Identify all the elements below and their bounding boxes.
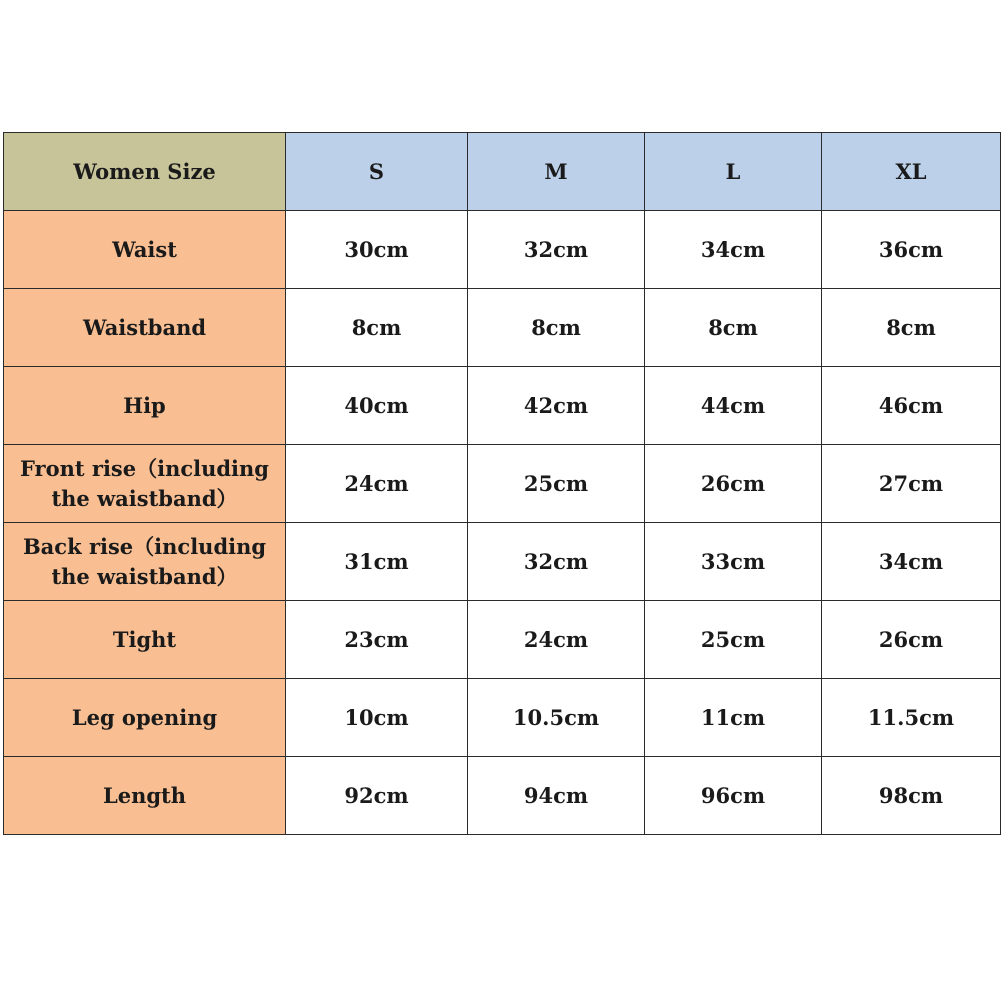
table-cell: 8cm xyxy=(468,289,645,367)
table-row xyxy=(4,289,1001,367)
table-cell: 33cm xyxy=(645,523,822,601)
table-cell: 11.5cm xyxy=(822,679,1001,757)
table-cell: 24cm xyxy=(286,445,468,523)
table-cell: 8cm xyxy=(645,289,822,367)
size-chart-table xyxy=(3,132,1001,835)
size-header-l: L xyxy=(645,133,822,211)
table-cell: 25cm xyxy=(645,601,822,679)
row-label-length: Length xyxy=(4,757,286,835)
table-cell: 46cm xyxy=(822,367,1001,445)
table-row xyxy=(4,445,1001,523)
women-size-header: Women Size xyxy=(4,133,286,211)
table-row xyxy=(4,757,1001,835)
row-label-tight: Tight xyxy=(4,601,286,679)
row-label-front-rise: Front rise（including the waistband） xyxy=(4,445,286,523)
table-cell: 36cm xyxy=(822,211,1001,289)
table-cell: 24cm xyxy=(468,601,645,679)
table-row xyxy=(4,211,1001,289)
table-cell: 32cm xyxy=(468,523,645,601)
row-label-waist: Waist xyxy=(4,211,286,289)
table-cell: 34cm xyxy=(822,523,1001,601)
table-cell: 10.5cm xyxy=(468,679,645,757)
size-header-xl: XL xyxy=(822,133,1001,211)
table-cell: 40cm xyxy=(286,367,468,445)
size-header-s: S xyxy=(286,133,468,211)
table-cell: 8cm xyxy=(822,289,1001,367)
table-cell: 31cm xyxy=(286,523,468,601)
size-header-m: M xyxy=(468,133,645,211)
table-cell: 25cm xyxy=(468,445,645,523)
row-label-back-rise: Back rise（including the waistband） xyxy=(4,523,286,601)
row-label-leg-opening: Leg opening xyxy=(4,679,286,757)
table-row xyxy=(4,679,1001,757)
table-cell: 26cm xyxy=(822,601,1001,679)
table-cell: 26cm xyxy=(645,445,822,523)
row-label-waistband: Waistband xyxy=(4,289,286,367)
table-row xyxy=(4,367,1001,445)
table-row xyxy=(4,601,1001,679)
table-cell: 10cm xyxy=(286,679,468,757)
table-row xyxy=(4,523,1001,601)
table-cell: 34cm xyxy=(645,211,822,289)
table-cell: 42cm xyxy=(468,367,645,445)
table-cell: 98cm xyxy=(822,757,1001,835)
table-cell: 8cm xyxy=(286,289,468,367)
row-label-hip: Hip xyxy=(4,367,286,445)
table-cell: 94cm xyxy=(468,757,645,835)
table-cell: 92cm xyxy=(286,757,468,835)
table-cell: 96cm xyxy=(645,757,822,835)
table-cell: 11cm xyxy=(645,679,822,757)
table-cell: 44cm xyxy=(645,367,822,445)
table-cell: 23cm xyxy=(286,601,468,679)
table-cell: 27cm xyxy=(822,445,1001,523)
table-cell: 30cm xyxy=(286,211,468,289)
table-cell: 32cm xyxy=(468,211,645,289)
size-header-row xyxy=(4,133,1001,211)
